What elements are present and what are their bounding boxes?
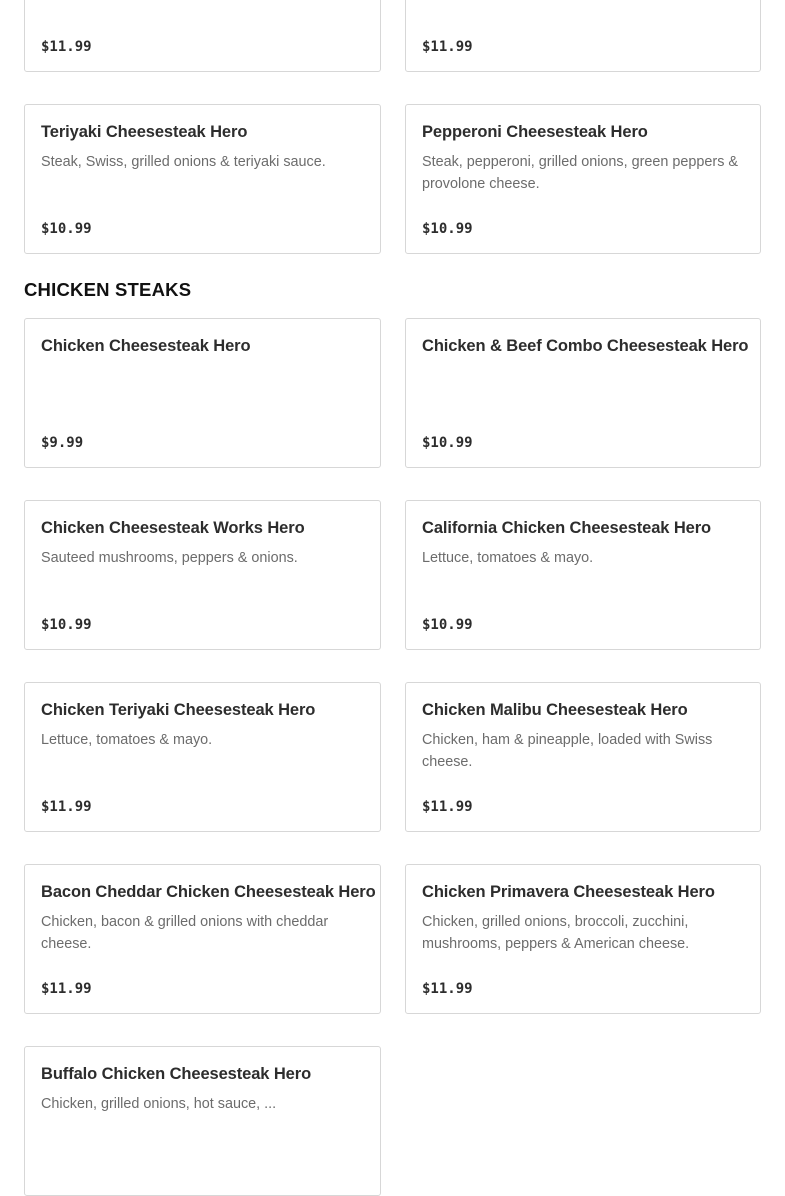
menu-item-description: Lettuce, tomatoes & mayo.	[422, 550, 594, 566]
menu-item-description: Chicken, ham & pineapple, loaded with Swiss cheese.	[422, 732, 713, 770]
menu-item-card[interactable]	[405, 104, 761, 254]
menu-item-title: Chicken Malibu Cheesesteak Hero	[422, 701, 688, 719]
menu-item-price: $11.99	[41, 981, 92, 997]
menu-item-card[interactable]	[24, 864, 381, 1014]
menu-item-description	[422, 0, 740, 1]
menu-item-card[interactable]	[24, 104, 381, 254]
menu-item-title: California Chicken Cheesesteak Hero	[422, 519, 712, 537]
menu-item-price: $11.99	[41, 39, 92, 55]
menu-item-description: Steak, Swiss, grilled onions & teriyaki sauce.	[41, 154, 326, 170]
menu-item-description: Chicken, bacon & grilled onions with cheddar cheese.	[41, 914, 329, 952]
menu-item-title: Chicken Primavera Cheesesteak Hero	[422, 883, 715, 901]
menu-item-title: Teriyaki Cheesesteak Hero	[41, 123, 248, 141]
menu-item-price: $11.99	[41, 799, 92, 815]
menu-item-price: $10.99	[41, 221, 92, 237]
menu-item-description: Lettuce, tomatoes & mayo.	[41, 732, 213, 748]
menu-item-description: Chicken, grilled onions, hot sauce, ...	[41, 1096, 277, 1112]
menu-item-card[interactable]	[24, 1046, 381, 1196]
menu-item-description: Chicken, grilled onions, broccoli, zucchini, mushrooms, peppers & American cheese.	[422, 914, 690, 952]
menu-item-price: $10.99	[422, 221, 473, 237]
menu-item-card[interactable]	[24, 318, 381, 468]
menu-item-title: Chicken Cheesesteak Works Hero	[41, 519, 305, 537]
menu-item-card[interactable]	[405, 500, 761, 650]
menu-item-price: $11.99	[422, 981, 473, 997]
menu-item-card[interactable]	[405, 0, 761, 72]
menu-item-card[interactable]	[24, 500, 381, 650]
menu-item-card[interactable]	[405, 318, 761, 468]
menu-item-card[interactable]	[24, 682, 381, 832]
menu-item-card[interactable]	[24, 0, 381, 72]
menu-item-title: Chicken Cheesesteak Hero	[41, 337, 251, 355]
menu-item-description: Sauteed mushrooms, peppers & onions.	[41, 550, 298, 566]
menu-item-description: Steak, pepperoni, grilled onions, green peppers & provolone cheese.	[422, 154, 739, 192]
menu-item-title: Buffalo Chicken Cheesesteak Hero	[41, 1065, 312, 1083]
menu-item-description	[41, 0, 360, 1]
menu-item-price: $10.99	[41, 617, 92, 633]
menu-item-title: Chicken & Beef Combo Cheesesteak Hero	[422, 337, 749, 355]
menu-item-price: $10.99	[422, 435, 473, 451]
menu-item-price: $9.99	[41, 435, 84, 451]
menu-item-card[interactable]	[405, 864, 761, 1014]
menu-item-title: Bacon Cheddar Chicken Cheesesteak Hero	[41, 883, 376, 901]
menu-item-card[interactable]	[405, 682, 761, 832]
menu-item-title: Chicken Teriyaki Cheesesteak Hero	[41, 701, 316, 719]
menu-item-title: Pepperoni Cheesesteak Hero	[422, 123, 648, 141]
menu-item-price: $11.99	[422, 39, 473, 55]
menu-item-price: $11.99	[422, 799, 473, 815]
menu-item-price: $10.99	[422, 617, 473, 633]
section-heading: CHICKEN STEAKS	[24, 279, 192, 300]
